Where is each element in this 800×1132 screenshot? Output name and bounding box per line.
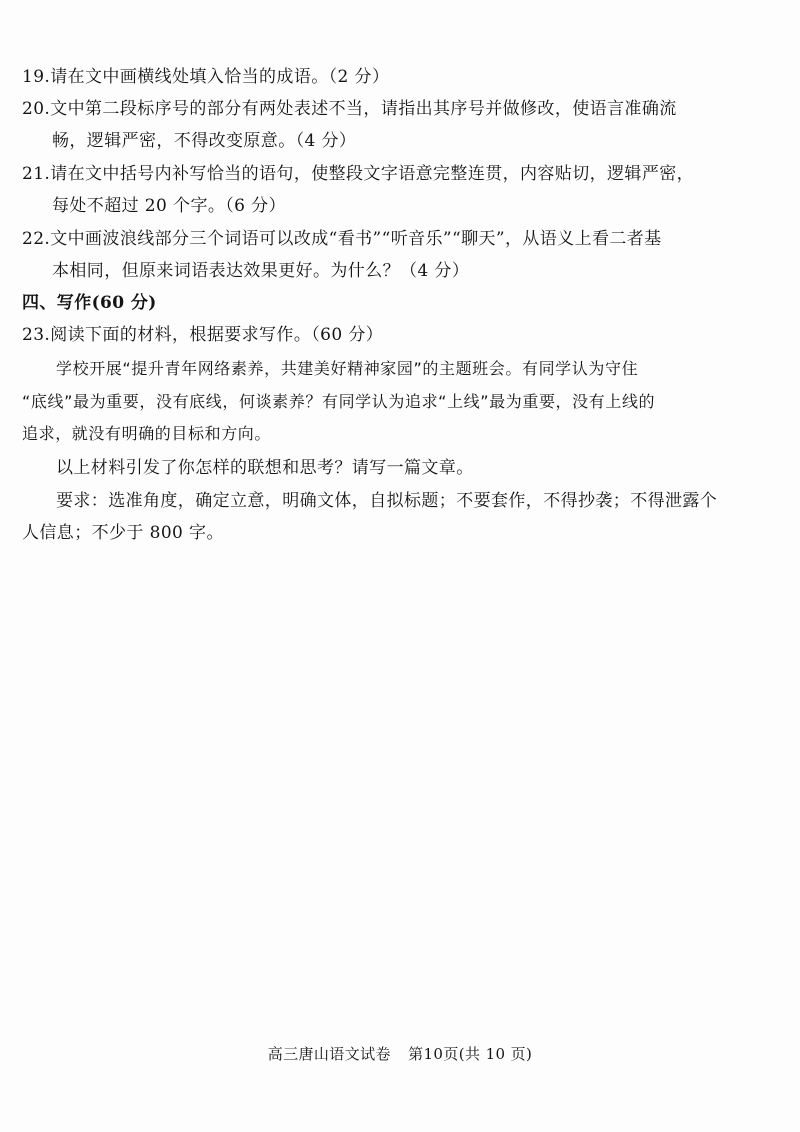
question-21-line-1: 21.请在文中括号内补写恰当的语句，使整段文字语意完整连贯，内容贴切，逻辑严密， — [22, 164, 695, 184]
question-20-line-1: 20.文中第二段标序号的部分有两处表述不当，请指出其序号并做修改，使语言准确流 — [22, 99, 677, 119]
section-title-writing: 四、写作(60 分) — [22, 293, 157, 313]
footer-page-number: 第10页(共 10 页) — [408, 1045, 533, 1063]
requirements-line-2: 人信息；不少于 800 字。 — [22, 523, 224, 543]
question-22-line-1: 22.文中画波浪线部分三个词语可以改成“看书”“听音乐”“聊天”，从语义上看二者基 — [22, 229, 662, 249]
question-19: 19.请在文中画横线处填入恰当的成语。（2 分） — [22, 67, 390, 87]
page-footer — [0, 1043, 800, 1064]
requirements-line-1: 要求：选准角度，确定立意，明确文体，自拟标题；不要套作，不得抄袭；不得泄露个 — [56, 491, 718, 511]
material-line-2: “底线”最为重要，没有底线，何谈素养？有同学认为追求“上线”最为重要，没有上线的 — [22, 392, 656, 411]
question-22-line-2: 本相同，但原来词语表达效果更好。为什么？（4 分） — [52, 261, 470, 281]
question-20-line-2: 畅，逻辑严密，不得改变原意。（4 分） — [52, 131, 357, 151]
question-23: 23.阅读下面的材料，根据要求写作。（60 分） — [22, 325, 384, 345]
question-21-line-2: 每处不超过 20 个字。（6 分） — [52, 196, 286, 216]
writing-prompt: 以上材料引发了你怎样的联想和思考？请写一篇文章。 — [56, 458, 474, 478]
material-line-1: 学校开展“提升青年网络素养，共建美好精神家园”的主题班会。有同学认为守住 — [56, 359, 639, 378]
material-line-3: 追求，就没有明确的目标和方向。 — [22, 424, 272, 443]
footer-exam-title: 高三唐山语文试卷 — [267, 1045, 391, 1063]
